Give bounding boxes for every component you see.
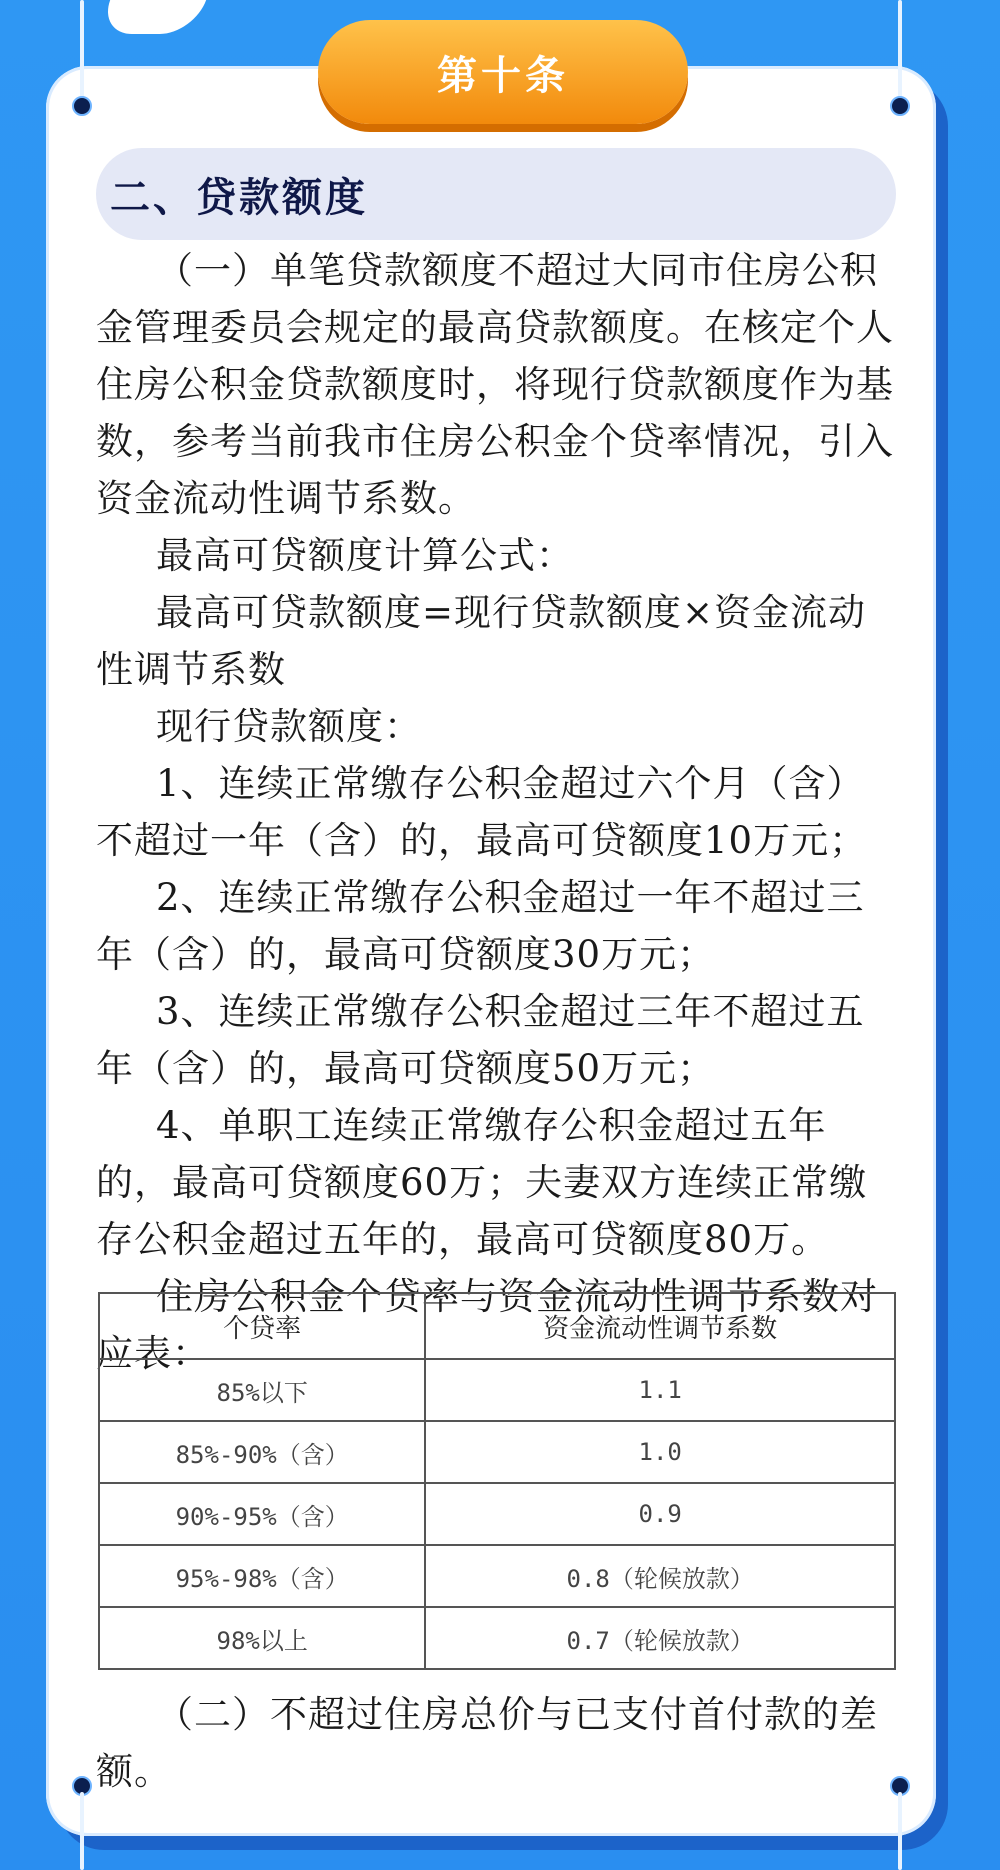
table-cell-rate: 90%-95%（含） <box>99 1483 425 1545</box>
binder-string-top-left <box>80 0 84 104</box>
binder-string-top-right <box>898 0 902 104</box>
binder-peg-top-right <box>890 96 910 116</box>
table-cell-coefficient: 0.7（轮候放款） <box>425 1607 895 1669</box>
table-cell-rate: 98%以上 <box>99 1607 425 1669</box>
binder-string-bottom-right <box>898 1792 902 1870</box>
paragraph-loan-limit-intro: （一）单笔贷款额度不超过大同市住房公积金管理委员会规定的最高贷款额度。在核定个人住房公积金贷款额度时，将现行贷款额度作为基数，参考当前我市住房公积金个贷率情况，引入资金流动性调节系数。 <box>96 249 894 520</box>
section-heading: 二、贷款额度 <box>96 148 896 240</box>
table-row <box>99 1483 895 1545</box>
paper-curl-decoration <box>98 0 206 34</box>
paragraph-formula: 最高可贷款额度=现行贷款额度×资金流动性调节系数 <box>96 591 867 691</box>
article-title-tab: 第十条 <box>318 20 688 124</box>
table-cell-rate: 85%以下 <box>99 1359 425 1421</box>
coefficient-table <box>98 1292 896 1670</box>
paragraph-item-2: 2、连续正常缴存公积金超过一年不超过三年（含）的，最高可贷额度30万元； <box>96 876 865 976</box>
paragraph-item-3: 3、连续正常缴存公积金超过三年不超过五年（含）的，最高可贷额度50万元； <box>96 990 865 1090</box>
article-body <box>96 242 898 1382</box>
table-row <box>99 1545 895 1607</box>
table-header-cell: 个贷率 <box>99 1293 425 1359</box>
binder-peg-top-left <box>72 96 92 116</box>
paragraph-table-caption: 住房公积金个贷率与资金流动性调节系数对应表： <box>96 1275 878 1375</box>
table-cell-rate: 85%-90%（含） <box>99 1421 425 1483</box>
table-row <box>99 1359 895 1421</box>
table-cell-coefficient: 0.8（轮候放款） <box>425 1545 895 1607</box>
paragraph-item-1: 1、连续正常缴存公积金超过六个月（含）不超过一年（含）的，最高可贷额度10万元； <box>96 762 868 862</box>
binder-string-bottom-left <box>80 1792 84 1870</box>
table-header-cell: 资金流动性调节系数 <box>425 1293 895 1359</box>
paragraph-current-limit-label: 现行贷款额度： <box>156 705 422 748</box>
table-cell-rate: 95%-98%（含） <box>99 1545 425 1607</box>
table-row <box>99 1421 895 1483</box>
table-cell-coefficient: 1.1 <box>425 1359 895 1421</box>
table-cell-coefficient: 1.0 <box>425 1421 895 1483</box>
paragraph-formula-label: 最高可贷额度计算公式： <box>156 534 574 577</box>
table-row <box>99 1607 895 1669</box>
paragraph-item-4: 4、单职工连续正常缴存公积金超过五年的，最高可贷额度60万；夫妻双方连续正常缴存公积金超过五年的，最高可贷额度80万。 <box>96 1104 868 1261</box>
article-footer <box>96 1686 898 1800</box>
table-header-row <box>99 1293 895 1359</box>
table-cell-coefficient: 0.9 <box>425 1483 895 1545</box>
paragraph-down-payment-limit: （二）不超过住房总价与已支付首付款的差额。 <box>96 1693 878 1793</box>
